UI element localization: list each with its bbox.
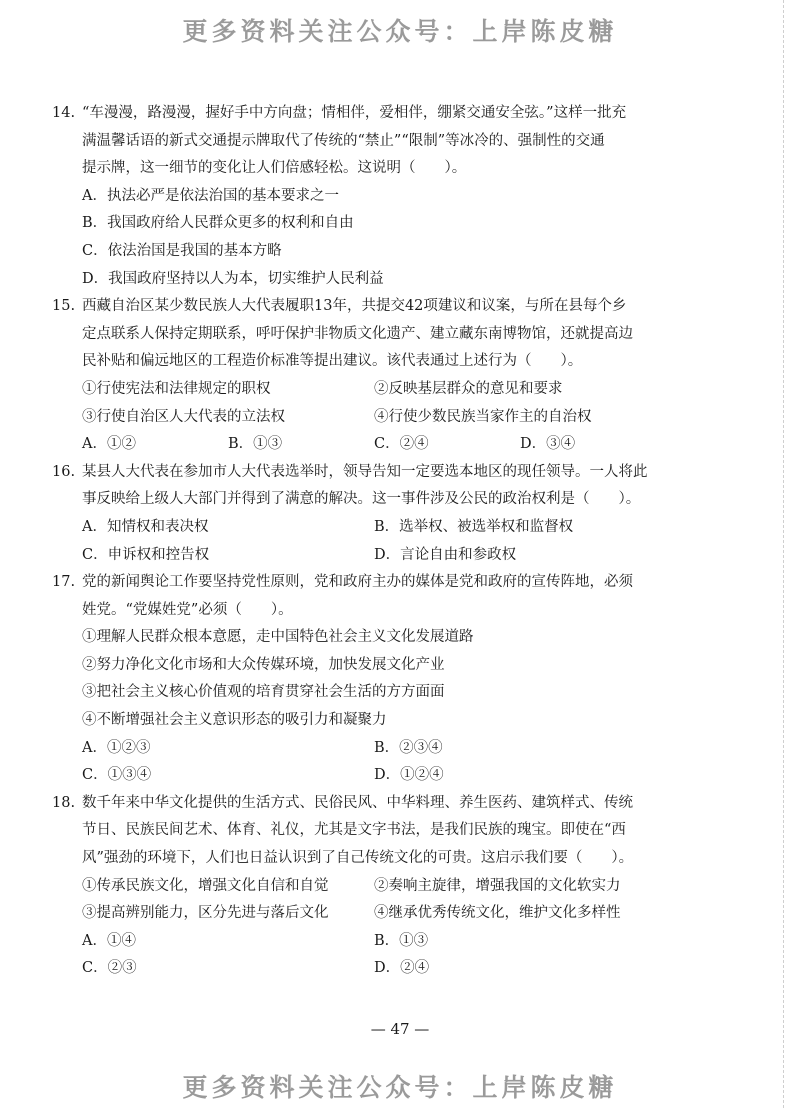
statement-3: ③行使自治区人大代表的立法权 [82,408,285,425]
question-18 [52,790,674,983]
option-a: A．①④ [82,932,136,949]
option-a: A．①② [82,436,136,453]
statement-row [52,376,674,404]
statement-2: ②奏响主旋律，增强我国的文化软实力 [374,877,621,894]
option-d: D．我国政府坚持以人为本，切实维护人民利益 [82,270,384,287]
statement-1: ①传承民族文化，增强文化自信和自觉 [82,877,329,894]
statement-3: ③提高辨别能力，区分先进与落后文化 [82,905,329,922]
question-stem-line: 节日、民族民间艺术、体育、礼仪，尤其是文字书法，是我们民族的瑰宝。即使在“西 [82,822,626,839]
statement-row [52,404,674,432]
statement-1: ①行使宪法和法律规定的职权 [82,380,271,397]
option-b: B．②③④ [374,739,443,756]
question-number: 14. [52,105,76,121]
question-stem-line: 提示牌，这一细节的变化让人们倍感轻松。这说明（ ）。 [82,160,467,177]
header-banner: 更多资料关注公众号：上岸陈皮糖 [182,17,618,46]
question-16 [52,459,674,569]
option-a: A．①②③ [82,739,151,756]
statement-1: ①理解人民群众根本意愿，走中国特色社会主义文化发展道路 [82,629,474,646]
question-stem-line: 18. 数千年来中华文化提供的生活方式、民俗民风、中华料理、养生医药、建筑样式、传统 [52,790,674,818]
answer-row [52,928,674,956]
answer-row [52,542,674,570]
question-stem-line: 姓党。“党媒姓党”必须（ ）。 [82,601,293,618]
scan-edge-line [783,0,784,1108]
question-15 [52,293,674,459]
statement-2: ②反映基层群众的意见和要求 [374,380,563,397]
question-stem-line: 满温馨话语的新式交通提示牌取代了传统的“禁止”“限制”等冰冷的、强制性的交通 [82,132,605,149]
option-d: D．言论自由和参政权 [374,546,517,563]
option-c: C．②④ [374,436,429,453]
answer-row [52,762,674,790]
question-stem-line: 风”强劲的环境下，人们也日益认识到了自己传统文化的可贵。这启示我们要（ ）。 [82,850,634,867]
question-14 [52,100,674,293]
option-b: B．我国政府给人民群众更多的权利和自由 [82,215,354,232]
answer-row [52,431,674,459]
option-d: D．①②④ [374,767,444,784]
answer-row [52,735,674,763]
option-b: B．①③ [374,932,429,949]
option-c: C．申诉权和控告权 [82,546,210,563]
statement-4: ④继承优秀传统文化，维护文化多样性 [374,905,621,922]
question-stem-line: 16. 某县人大代表在参加市人大代表选举时，领导告知一定要选本地区的现任领导。一人将此 [52,459,674,487]
question-stem-line: 15. 西藏自治区某少数民族人大代表履职13年，共提交42项建议和议案，与所在县每个乡 [52,293,674,321]
option-d: D．②④ [374,960,430,977]
question-number: 18. [52,794,76,811]
statement-2: ②努力净化文化市场和大众传媒环境，加快发展文化产业 [82,656,445,673]
question-stem-line: 17. 党的新闻舆论工作要坚持党性原则，党和政府主办的媒体是党和政府的宣传阵地，必须 [52,569,674,597]
option-a: A．知情权和表决权 [82,518,209,535]
option-c: C．②③ [82,960,137,977]
question-stem-line: 民补贴和偏远地区的工程造价标准等提出建议。该代表通过上述行为（ ）。 [82,353,583,370]
question-number: 17. [52,574,76,591]
statement-3: ③把社会主义核心价值观的培育贯穿社会生活的方方面面 [82,684,445,701]
question-number: 15. [52,298,76,315]
question-stem-line: 14. “车漫漫，路漫漫，握好手中方向盘；情相伴，爱相伴，绷紧交通安全弦。”这样一批充 [52,100,674,128]
question-stem-line: 事反映给上级人大部门并得到了满意的解决。这一事件涉及公民的政治权利是（ ）。 [82,491,641,508]
question-stem-line: 定点联系人保持定期联系，呼吁保护非物质文化遗产、建立藏东南博物馆，还就提高边 [82,325,633,342]
statement-row [52,900,674,928]
option-d: D．③④ [520,436,576,453]
option-c: C．①③④ [82,767,152,784]
option-a: A．执法必严是依法治国的基本要求之一 [82,187,339,204]
statement-row [52,873,674,901]
question-list [52,100,674,983]
statement-4: ④行使少数民族当家作主的自治权 [374,408,592,425]
footer-banner: 更多资料关注公众号：上岸陈皮糖 [182,1073,618,1102]
option-b: B．选举权、被选举权和监督权 [374,518,574,535]
question-number: 16. [52,463,76,480]
answer-row [52,955,674,983]
option-b: B．①③ [228,436,283,453]
page-number: — 47 — [370,1020,430,1038]
question-17 [52,569,674,790]
option-c: C．依法治国是我国的基本方略 [82,242,282,259]
statement-4: ④不断增强社会主义意识形态的吸引力和凝聚力 [82,712,387,729]
answer-row [52,514,674,542]
